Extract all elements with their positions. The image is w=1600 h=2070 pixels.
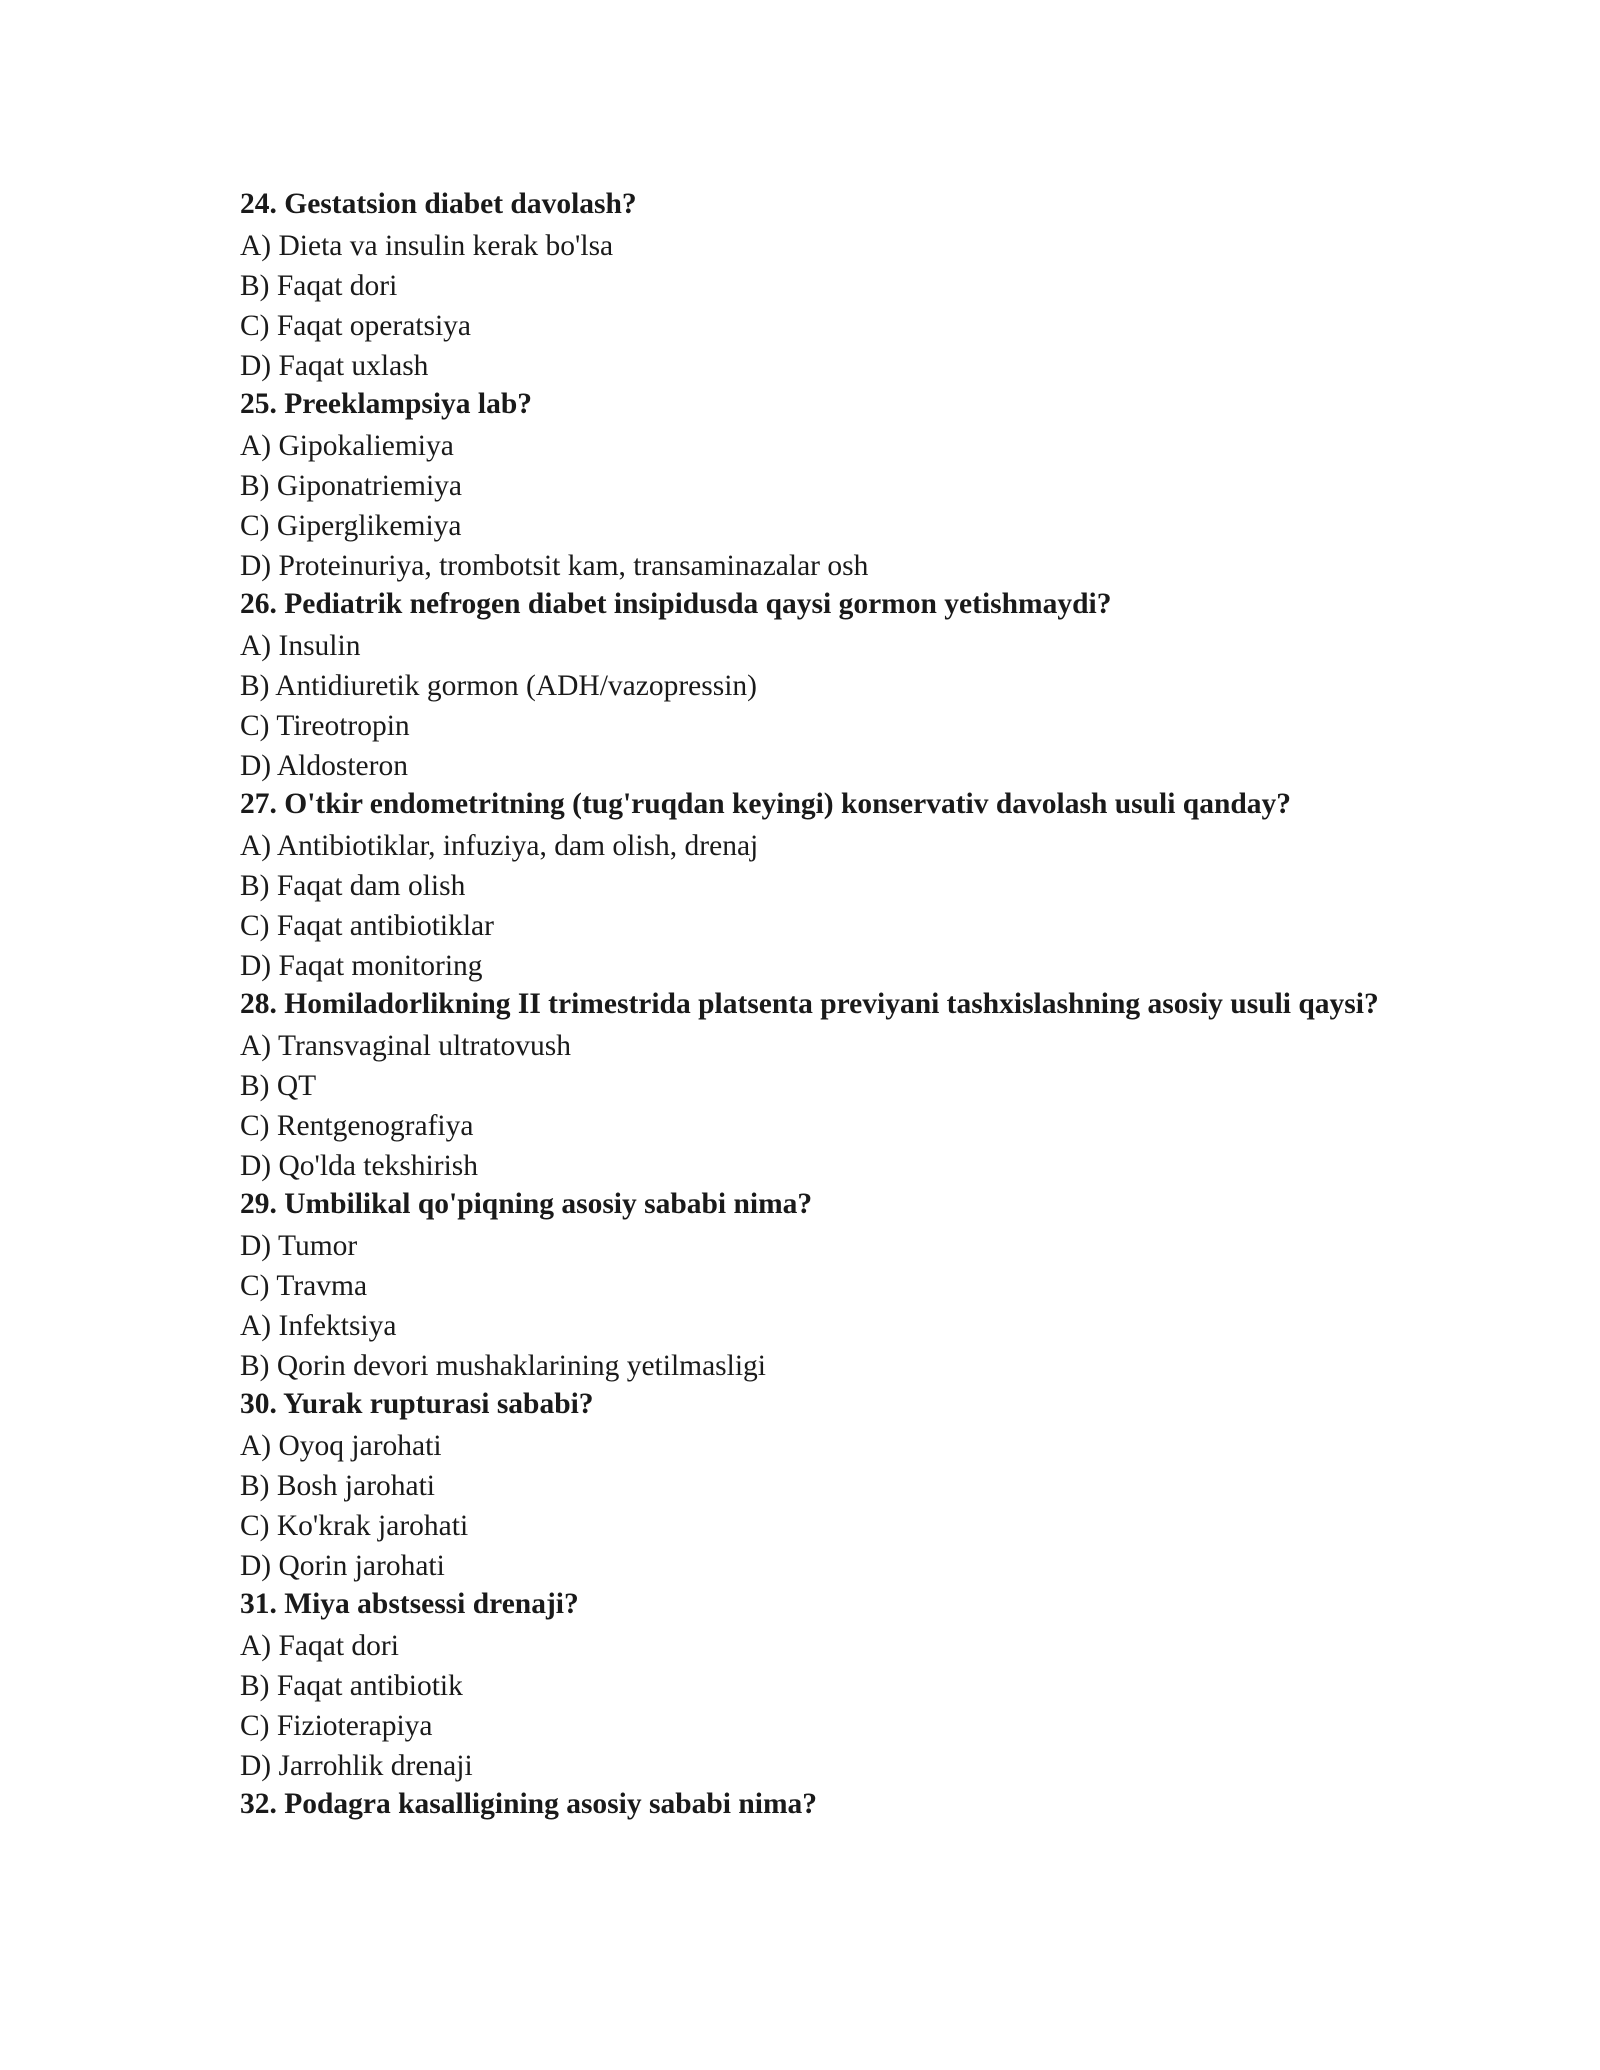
answer-option: B) Qorin devori mushaklarining yetilmasligi: [240, 1350, 767, 1382]
question-block-29: [240, 1186, 1420, 1386]
question-title: 29. Umbilikal qo'piqning asosiy sababi nima?: [240, 1188, 813, 1220]
answer-option: D) Qorin jarohati: [240, 1550, 445, 1582]
document-page: [240, 186, 1420, 1826]
answer-option: D) Aldosteron: [240, 750, 408, 782]
answer-option: D) Tumor: [240, 1230, 358, 1262]
question-title: 26. Pediatrik nefrogen diabet insipidusda qaysi gormon yetishmaydi?: [240, 588, 1112, 620]
question-block-30: [240, 1386, 1420, 1586]
question-block-26: [240, 586, 1420, 786]
answer-option: B) Giponatriemiya: [240, 470, 463, 502]
question-block-31: [240, 1586, 1420, 1786]
question-block-32: [240, 1786, 1420, 1826]
question-title: 25. Preeklampsiya lab?: [240, 388, 533, 420]
question-title: 31. Miya abstsessi drenaji?: [240, 1588, 579, 1620]
answer-option: B) Faqat dam olish: [240, 870, 466, 902]
question-title: 32. Podagra kasalligining asosiy sababi nima?: [240, 1788, 818, 1820]
answer-option: A) Antibiotiklar, infuziya, dam olish, drenaj: [240, 830, 759, 862]
question-title: 27. O'tkir endometritning (tug'ruqdan keyingi) konservativ davolash usuli qanday?: [240, 788, 1292, 820]
answer-option: C) Rentgenografiya: [240, 1110, 474, 1142]
question-block-24: [240, 186, 1420, 386]
answer-option: A) Dieta va insulin kerak bo'lsa: [240, 230, 614, 262]
answer-option: B) Bosh jarohati: [240, 1470, 436, 1502]
question-title: 30. Yurak rupturasi sababi?: [240, 1388, 594, 1420]
answer-option: C) Travma: [240, 1270, 368, 1302]
question-block-27: [240, 786, 1420, 986]
answer-option: D) Faqat monitoring: [240, 950, 483, 982]
answer-option: D) Faqat uxlash: [240, 350, 429, 382]
answer-option: A) Oyoq jarohati: [240, 1430, 442, 1462]
answer-option: C) Fizioterapiya: [240, 1710, 433, 1742]
answer-option: B) Antidiuretik gormon (ADH/vazopressin): [240, 670, 757, 702]
answer-option: A) Faqat dori: [240, 1630, 399, 1662]
answer-option: B) Faqat dori: [240, 270, 398, 302]
answer-option: C) Tireotropin: [240, 710, 410, 742]
question-title: 28. Homiladorlikning II trimestrida platsenta previyani tashxislashning asosiy usuli qaysi?: [240, 988, 1379, 1020]
question-block-28: [240, 986, 1420, 1186]
answer-option: B) QT: [240, 1070, 317, 1102]
answer-option: D) Jarrohlik drenaji: [240, 1750, 473, 1782]
answer-option: C) Giperglikemiya: [240, 510, 462, 542]
answer-option: A) Infektsiya: [240, 1310, 397, 1342]
answer-option: C) Ko'krak jarohati: [240, 1510, 469, 1542]
answer-option: A) Transvaginal ultratovush: [240, 1030, 572, 1062]
answer-option: D) Proteinuriya, trombotsit kam, transaminazalar osh: [240, 550, 869, 582]
answer-option: D) Qo'lda tekshirish: [240, 1150, 479, 1182]
question-title: 24. Gestatsion diabet davolash?: [240, 188, 637, 220]
question-block-25: [240, 386, 1420, 586]
answer-option: A) Insulin: [240, 630, 361, 662]
answer-option: A) Gipokaliemiya: [240, 430, 454, 462]
answer-option: C) Faqat operatsiya: [240, 310, 472, 342]
answer-option: C) Faqat antibiotiklar: [240, 910, 494, 942]
answer-option: B) Faqat antibiotik: [240, 1670, 463, 1702]
